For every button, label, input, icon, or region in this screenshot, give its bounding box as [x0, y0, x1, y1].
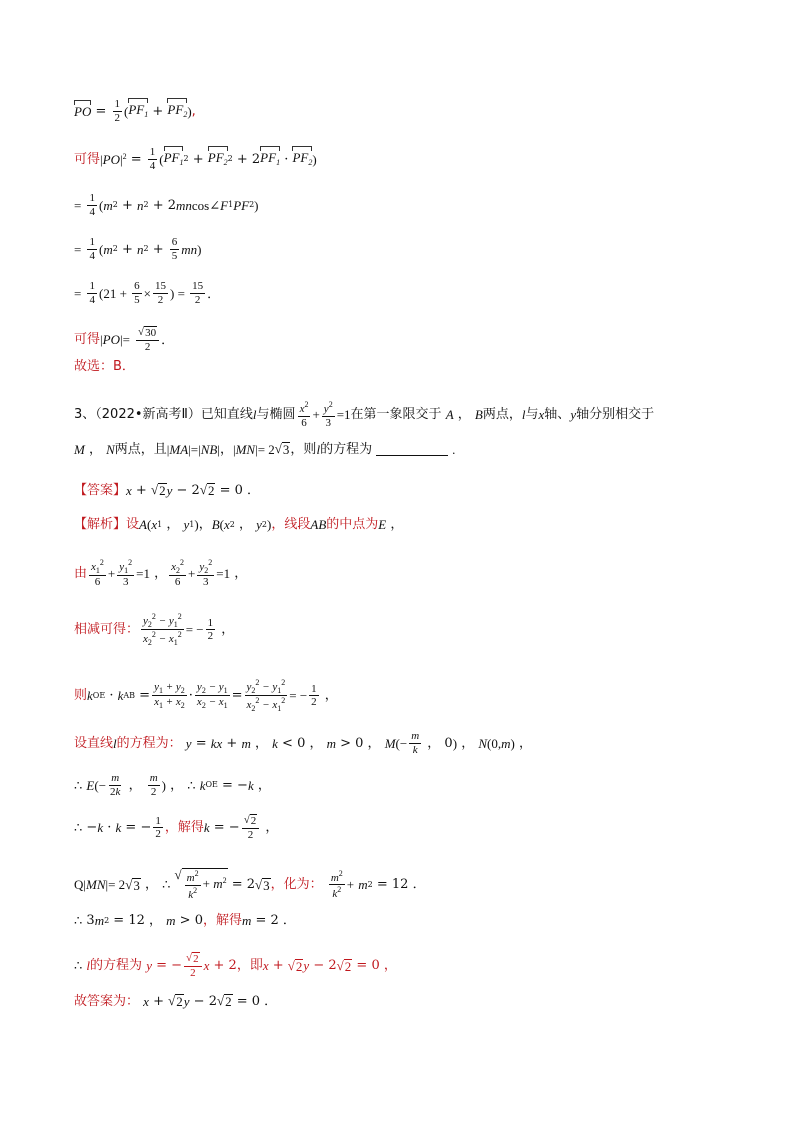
solution-line-1: PO = $\frac{1}{2}$ ( $PF_1$ + $PF_2$ ) ,: [74, 98, 196, 124]
analysis-line-2: 由 $\frac{x_1^2}{6}$ + $\frac{y_1^2}{3}$ =1 ， $\frac{x_2^2}{6}$ + $\frac{y_2^2}{3}$ =1 ，: [74, 558, 248, 589]
analysis-line-1: 【解析】 设 A ( x 1 ， y 1 ) ， B ( x 2 ， y 2 ) ，线段 AB 的中点为 E ，: [74, 517, 404, 532]
analysis-line-5: 设直线 l 的方程为： y = kx + m ， k < 0 ， m > 0 ， M (− $\frac{m}{k}$ ， 0 ) ， N (0, m ) ，: [74, 730, 532, 756]
answer-line: 【答案】 x + √ 2 y − 2 √ 2 = 0 ．: [74, 482, 261, 498]
final-answer-line: 故答案为： x + √ 2 y − 2 √ 2 = 0 ．: [74, 993, 278, 1009]
question-3-line-2: M ， N 两点，且 | MA |=| NB | ， | MN |= 2 √ 3 ，则 l 的方程为 .: [74, 441, 456, 457]
analysis-line-10: ∴ l 的方程为 y = − √ 2 2 x + 2 ，即 x + √ 2 y − 2 √ 2 = 0 ，: [74, 952, 397, 979]
solution-line-3: = $\frac{1}{4}$ ( m 2 + n 2 + 2 mn cos∠ F 1 PF 2 ): [74, 192, 259, 218]
answer-blank: [376, 443, 448, 456]
solution-line-6: 可得 | PO |= √ 30 2 ．: [74, 326, 175, 353]
question-3-line-1: 3、（2022•新高考Ⅱ）已知直线 l 与椭圆 $\frac{x^2}{6}$ + $\frac{y^2}{3}$ =1 在第一象限交于 A ， B 两点， l 与 x 轴、 y 轴分别相交于: [74, 400, 655, 429]
analysis-line-9: ∴ 3 m 2 = 12 ， m > 0 ，解得 m = 2 ．: [74, 913, 296, 928]
analysis-line-4: 则 k OE · k AB = $\frac{y_1 + y_2}{x_1 + x_2}$ · $\frac{y_2 - y_1}{x_2 - x_1}$ = $\frac{y_2^2 - y_1^2}{x_2^2 - x_1^2}$ = − $\frac{1}{2}$ ，: [74, 678, 338, 714]
solution-line-4: = $\frac{1}{4}$ ( m 2 + n 2 + $\frac{6}{5}$ mn ): [74, 236, 202, 262]
solution-line-5: = $\frac{1}{4}$ (21 + $\frac{6}{5}$ × $\frac{15}{2}$ ) = $\frac{15}{2}$ ．: [74, 280, 221, 306]
analysis-line-7: ∴ − k · k = − $\frac{1}{2}$ ，解得 k = − √ 2 2 ，: [74, 814, 279, 841]
answer-choice-line: 故选：B．: [74, 359, 135, 374]
analysis-line-3: 相减可得： $\frac{y_2^2 - y_1^2}{x_2^2 - x_1^2}$ = − $\frac{1}{2}$ ，: [74, 612, 235, 648]
solution-line-2: 可得 | PO $|^2$ = $\frac{1}{4}$ ( $PF_1$ 2 + $PF_2$ 2 + 2 $PF_1$ · $PF_2$ ): [74, 146, 317, 172]
analysis-line-8: Q| MN |= 2 √ 3 ， ∴ √ $\frac{m^2}{k^2}$ + $m^2$ = 2 √ 3 ，化为： $\frac{m^2}{k^2}$ + m 2 = 12 ．: [74, 867, 426, 901]
analysis-line-6: ∴ E (− $\frac{m}{2k}$ ， $\frac{m}{2}$ ) ， ∴ k OE = − k ，: [74, 772, 271, 798]
